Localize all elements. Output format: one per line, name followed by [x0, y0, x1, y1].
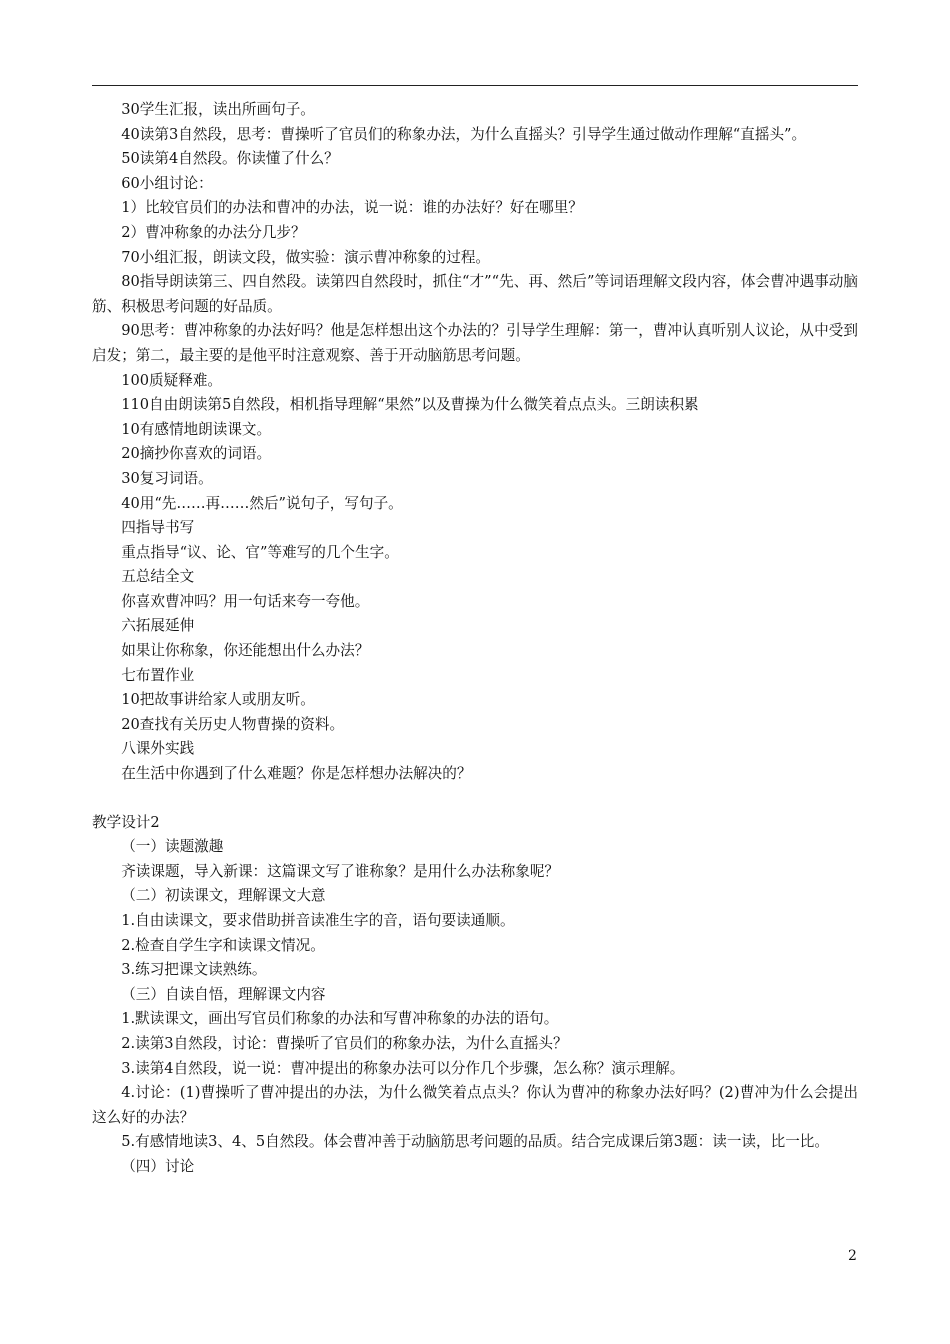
paragraph: 3.练习把课文读熟练。: [121, 961, 267, 979]
design-2-title: 教学设计2: [92, 813, 160, 831]
paragraph: 1.自由读课文，要求借助拼音读准生字的音，语句要读通顺。: [121, 912, 515, 929]
header-rule: [92, 85, 858, 86]
paragraph: 30复习词语。: [121, 469, 213, 487]
paragraph: 60小组讨论：: [121, 174, 213, 192]
paragraph: 50读第4自然段。你读懂了什么？: [121, 150, 339, 168]
paragraph: 重点指导“议、论、官”等难写的几个生字。: [121, 543, 399, 561]
paragraph: 2）曹冲称象的办法分几步？: [121, 223, 306, 241]
paragraph: 3.读第4自然段，说一说：曹冲提出的称象办法可以分作几个步骤，怎么称？演示理解。: [121, 1059, 685, 1077]
paragraph: 2.检查自学生字和读课文情况。: [121, 936, 325, 954]
paragraph: 90思考：曹冲称象的办法好吗？他是怎样想出这个办法的？引导学生理解：第一，曹冲认真听别人议论，从中受到启发；第二，最主要的是他平时注意观察、善于开动脑筋思考问题。: [92, 322, 858, 364]
paragraph: 5.有感情地读3、4、5自然段。体会曹冲善于动脑筋思考问题的品质。结合完成课后第3题：读一读，比一比。: [121, 1133, 829, 1151]
section-heading: 五总结全文: [121, 568, 195, 586]
paragraph: 在生活中你遇到了什么难题？你是怎样想办法解决的？: [121, 765, 472, 783]
paragraph: 4.讨论：(1)曹操听了曹冲提出的办法，为什么微笑着点点头？你认为曹冲的称象办法好吗？(2)曹冲为什么会提出这么好的办法？: [92, 1084, 858, 1126]
paragraph: 70小组汇报，朗读文段，做实验：演示曹冲称象的过程。: [121, 248, 491, 266]
paragraph: 1.默读课文，画出写官员们称象的办法和写曹冲称象的办法的语句。: [121, 1010, 559, 1028]
paragraph: 40读第3自然段，思考：曹操听了官员们的称象办法，为什么直摇头？引导学生通过做动作理解“直摇头”。: [121, 125, 807, 143]
paragraph: 如果让你称象，你还能想出什么办法？: [121, 642, 370, 660]
paragraph: 你喜欢曹冲吗？用一句话来夸一夸他。: [121, 592, 370, 610]
paragraph: 2.读第3自然段，讨论：曹操听了官员们的称象办法，为什么直摇头？: [121, 1034, 568, 1052]
paragraph: 30学生汇报，读出所画句子。: [121, 101, 315, 118]
paragraph: 20摘抄你喜欢的词语。: [121, 445, 272, 463]
paragraph: 齐读课题，导入新课：这篇课文写了谁称象？是用什么办法称象呢？: [121, 862, 560, 880]
page-number: 2: [848, 1248, 857, 1264]
paragraph: 10把故事讲给家人或朋友听。: [121, 691, 315, 709]
document-body: [92, 98, 858, 1180]
paragraph: 110自由朗读第5自然段，相机指导理解“果然”以及曹操为什么微笑着点点头。三朗读积累: [121, 396, 699, 414]
paragraph: 80指导朗读第三、四自然段。读第四自然段时，抓住“才”“先、再、然后”等词语理解文段内容，体会曹冲遇事动脑筋、积极思考问题的好品质。: [92, 273, 858, 315]
section-1: [92, 98, 858, 787]
paragraph: 20查找有关历史人物曹操的资料。: [121, 715, 345, 733]
paragraph: 10有感情地朗读课文。: [121, 420, 272, 438]
section-heading: （一）读题激趣: [121, 838, 224, 856]
section-heading: （二）初读课文，理解课文大意: [121, 887, 326, 905]
section-heading: 八课外实践: [121, 740, 195, 758]
section-heading: （三）自读自悟，理解课文内容: [121, 985, 326, 1003]
paragraph: 100质疑释难。: [121, 371, 223, 389]
section-heading: 七布置作业: [121, 666, 195, 684]
paragraph: 40用“先……再……然后”说句子，写句子。: [121, 494, 403, 512]
section-heading: （四）讨论: [121, 1157, 195, 1175]
section-heading: 四指导书写: [121, 519, 195, 537]
section-heading: 六拓展延伸: [121, 617, 195, 635]
paragraph: 1）比较官员们的办法和曹冲的办法，说一说：谁的办法好？好在哪里？: [121, 199, 583, 217]
section-2: [92, 835, 858, 1179]
